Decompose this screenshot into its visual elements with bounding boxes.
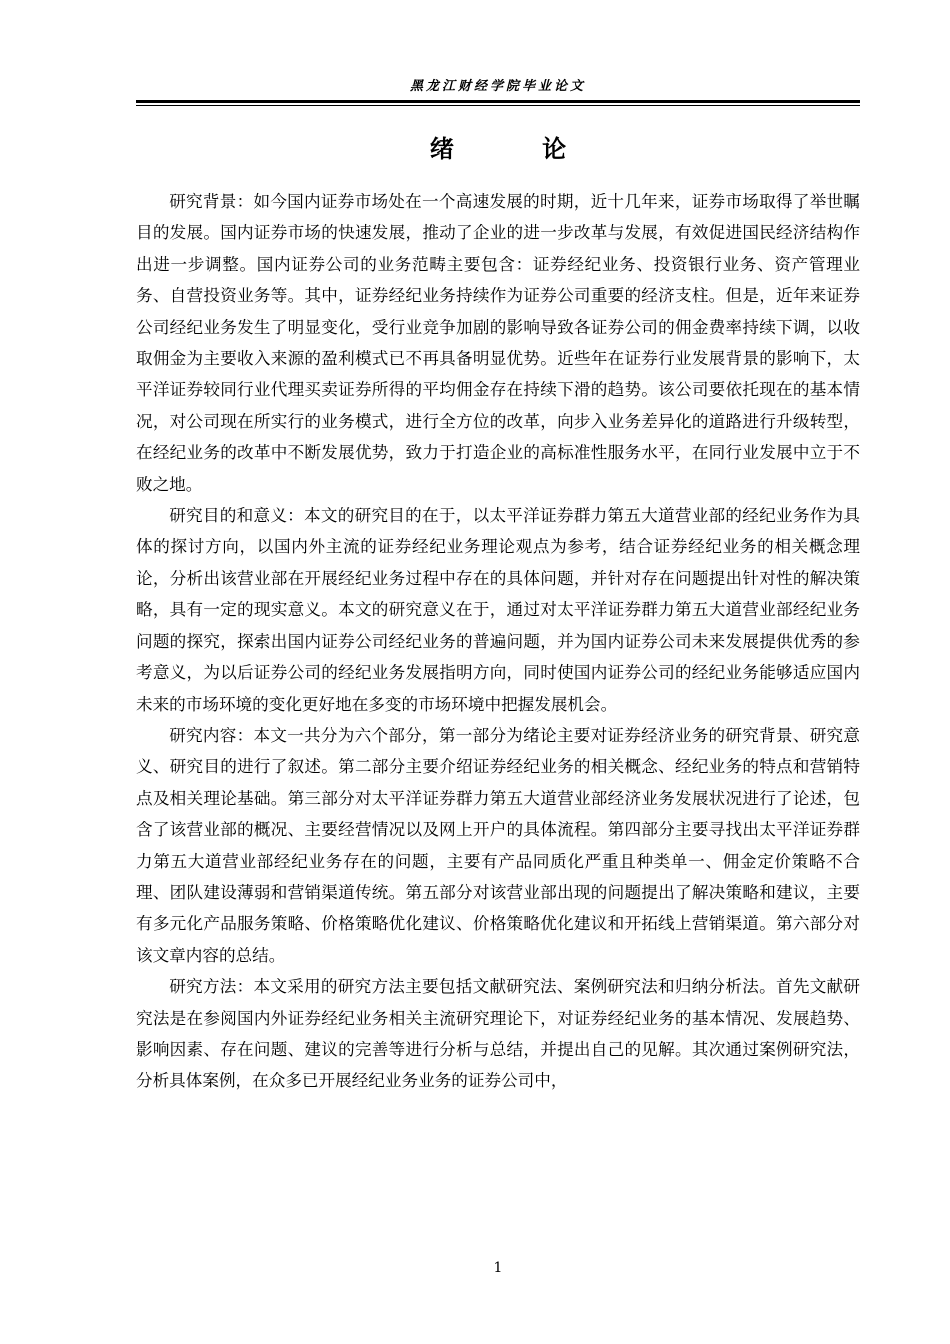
chapter-title: 绪 论 xyxy=(429,134,607,163)
header-rule-thin xyxy=(136,105,860,106)
paragraph-background: 研究背景：如今国内证券市场处在一个高速发展的时期，近十几年来，证券市场取得了举世瞩目的发展。国内证券市场的快速发展，推动了企业的进一步改革与发展，有效促进国民经济结构作出进一步调整。国内证券公司的业务范畴主要包含：证券经纪业务、投资银行业务、资产管理业务、自营投资业务等。其中，证券经纪业务持续作为证券公司重要的经济支柱。但是，近年来证券公司经纪业务发生了明显变化，受行业竞争加剧的影响导致各证券公司的佣金费率持续下调，以收取佣金为主要收入来源的盈利模式已不再具备明显优势。近些年在证券行业发展背景的影响下，太平洋证券较同行业代理买卖证券所得的平均佣金存在持续下滑的趋势。该公司要依托现在的基本情况，对公司现在所实行的业务模式，进行全方位的改革，向步入业务差异化的道路进行升级转型，在经纪业务的改革中不断发展优势，致力于打造企业的高标准性服务水平，在同行业发展中立于不败之地。 xyxy=(136,192,860,494)
running-header: 黑龙江财经学院毕业论文 xyxy=(409,79,586,94)
page-number: 1 xyxy=(493,1260,503,1276)
paragraph-content: 研究内容：本文一共分为六个部分，第一部分为绪论主要对证券经济业务的研究背景、研究意义、研究目的进行了叙述。第二部分主要介绍证券经纪业务的相关概念、经纪业务的特点和营销特点及相关理论基础。第三部分对太平洋证券群力第五大道营业部经济业务发展状况进行了论述，包含了该营业部的概况、主要经营情况以及网上开户的具体流程。第四部分主要寻找出太平洋证券群力第五大道营业部经纪业务存在的问题，主要有产品同质化严重且种类单一、佣金定价策略不合理、团队建设薄弱和营销渠道传统。第五部分对该营业部出现的问题提出了解决策略和建议，主要有多元化产品服务策略、价格策略优化建议、价格策略优化建议和开拓线上营销渠道。第六部分对该文章内容的总结。 xyxy=(136,725,860,965)
paragraph-method: 研究方法：本文采用的研究方法主要包括文献研究法、案例研究法和归纳分析法。首先文献研究法是在参阅国内外证券经纪业务相关主流研究理论下，对证券经纪业务的基本情况、发展趋势、影响因素、存在问题、建议的完善等进行分析与总结，并提出自己的见解。其次通过案例研究法，分析具体案例，在众多已开展经纪业务业务的证券公司中， xyxy=(136,977,860,1091)
header-rule-thick xyxy=(136,100,860,103)
body-text xyxy=(136,186,860,1097)
paragraph-purpose: 研究目的和意义：本文的研究目的在于，以太平洋证券群力第五大道营业部的经纪业务作为具体的探讨方向，以国内外主流的证券经纪业务理论观点为参考，结合证券经纪业务的相关概念理论，分析出该营业部在开展经纪业务过程中存在的具体问题，并针对存在问题提出针对性的解决策略，具有一定的现实意义。本文的研究意义在于，通过对太平洋证券群力第五大道营业部经纪业务问题的探究，探索出国内证券公司经纪业务的普遍问题，并为国内证券公司未来发展提供优秀的参考意义，为以后证券公司的经纪业务发展指明方向，同时使国内证券公司的经纪业务能够适应国内未来的市场环境的变化更好地在多变的市场环境中把握发展机会。 xyxy=(136,506,860,714)
